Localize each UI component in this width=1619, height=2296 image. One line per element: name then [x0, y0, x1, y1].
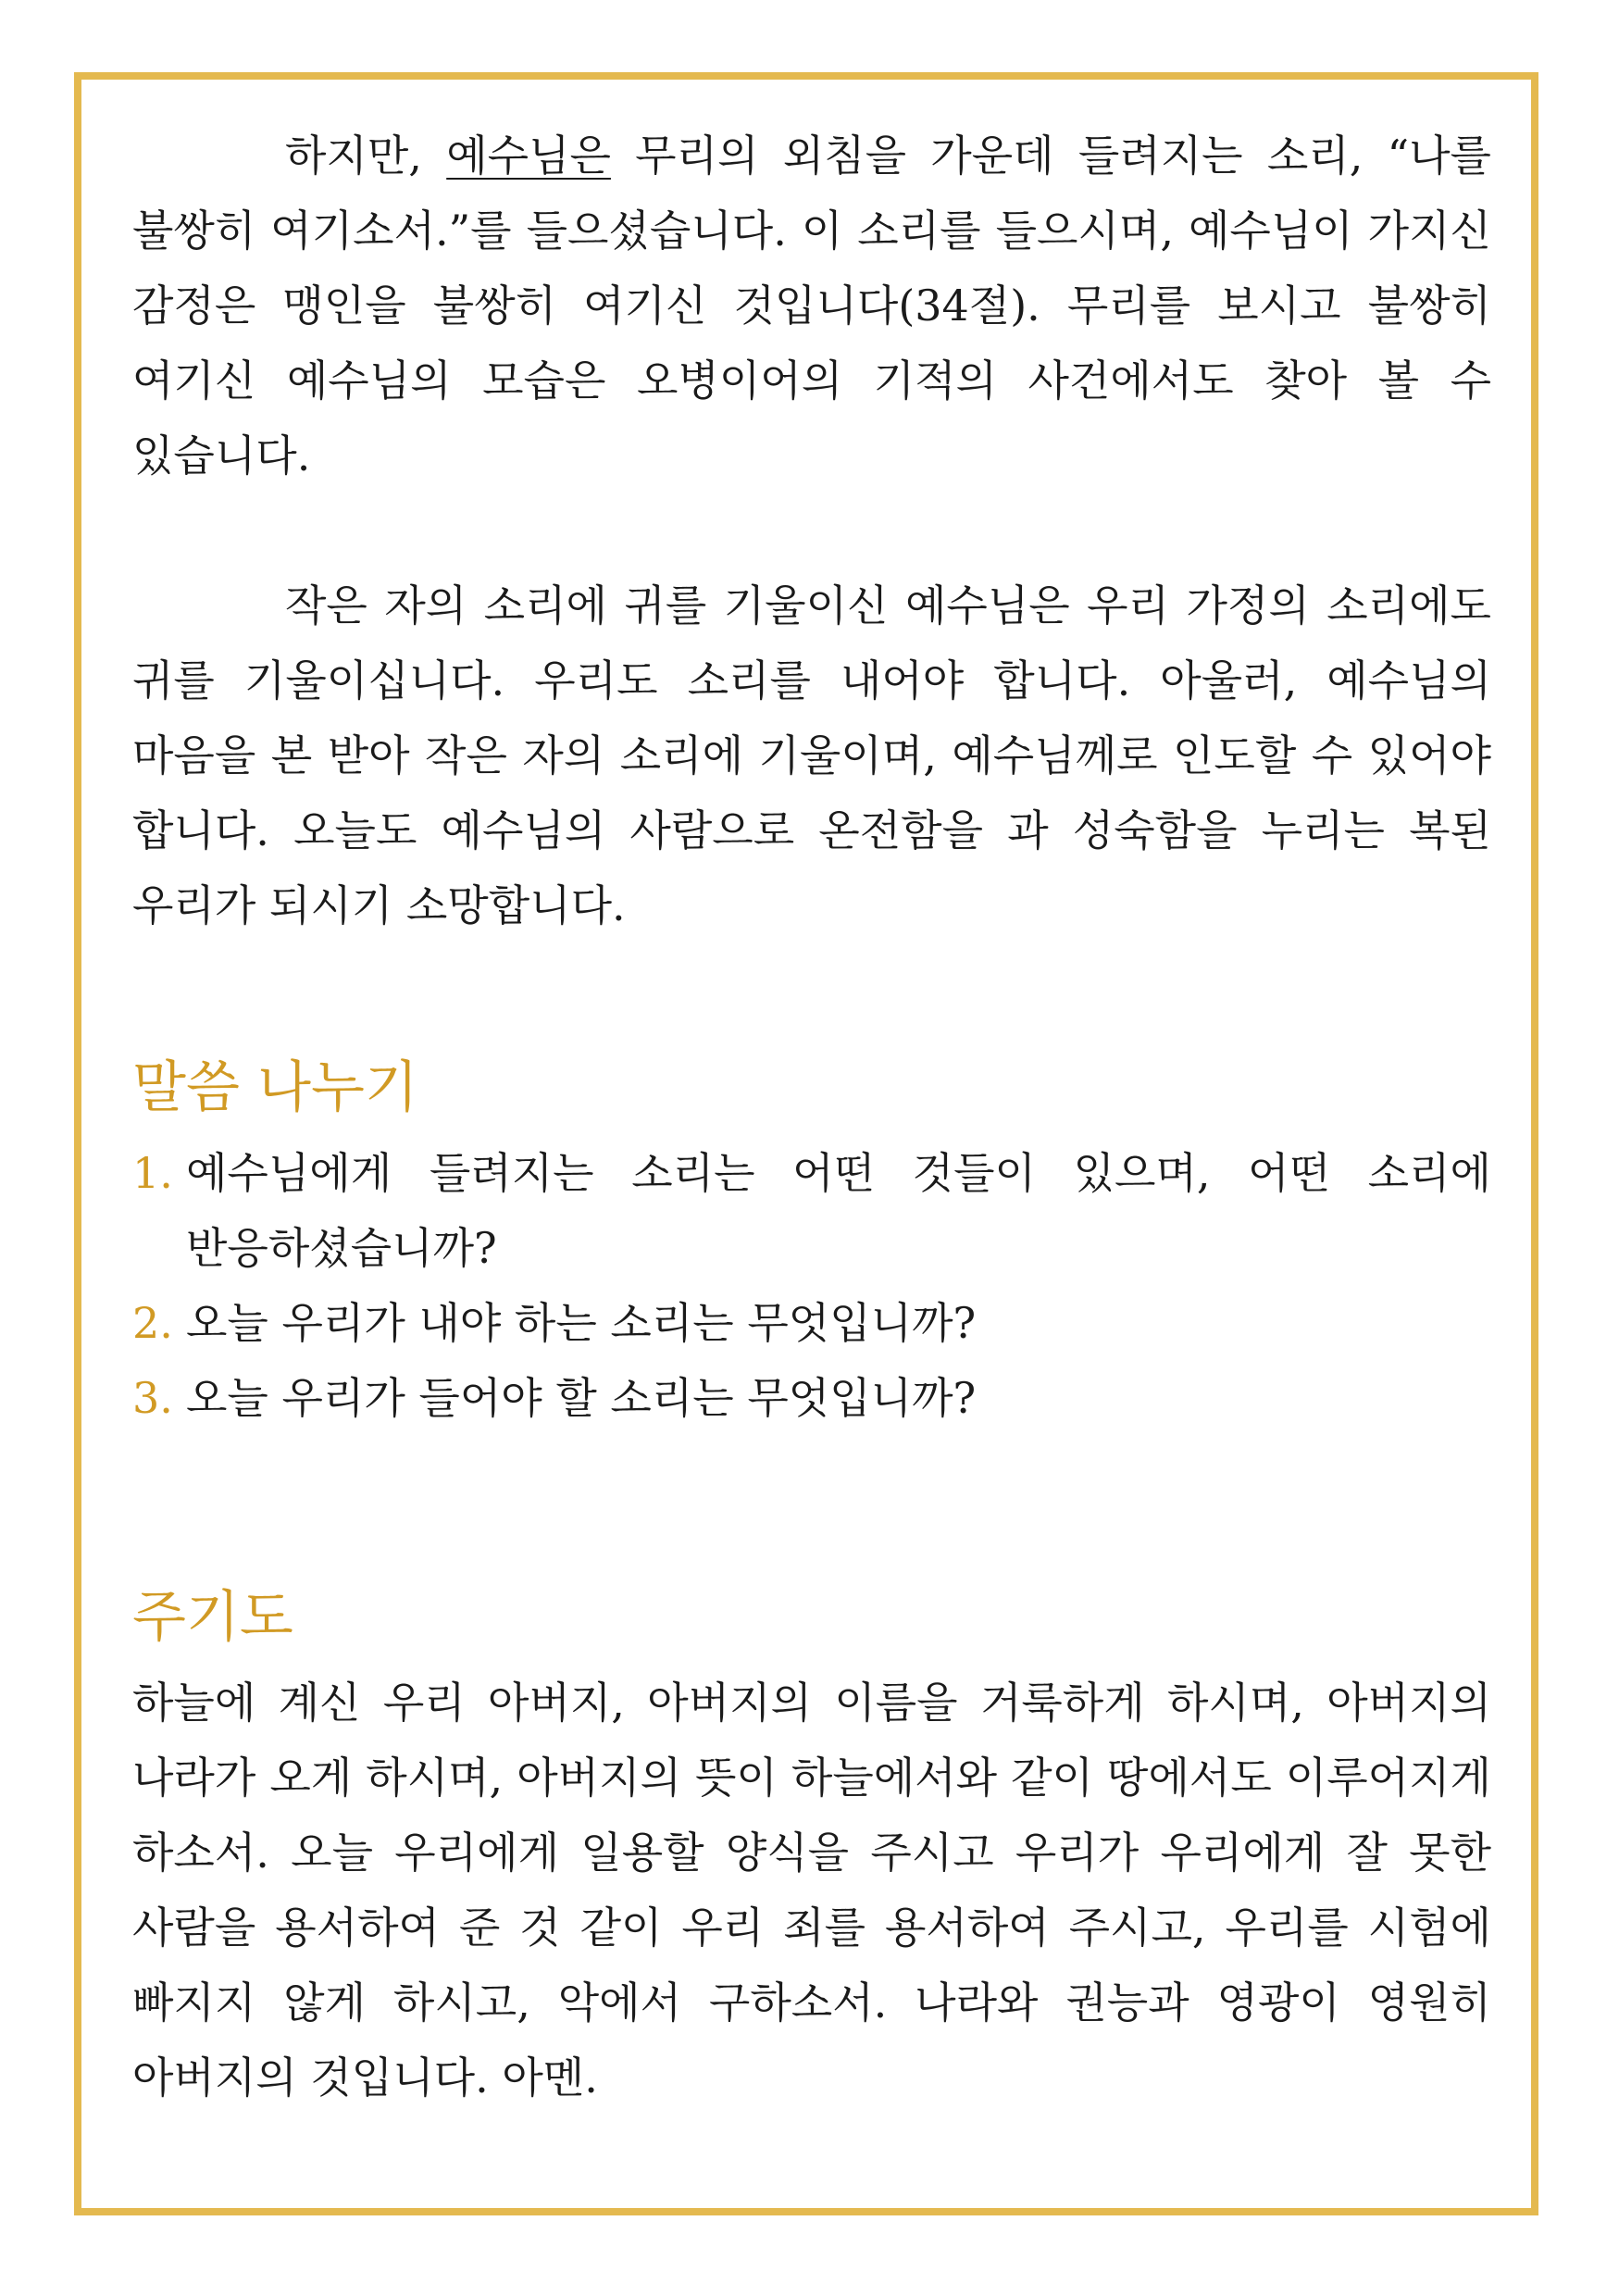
question-text: 오늘 우리가 들어야 할 소리는 무엇입니까?	[186, 1373, 977, 1423]
question-item	[132, 1136, 1491, 1286]
body-paragraph-2: 작은 자의 소리에 귀를 기울이신 예수님은 우리 가정의 소리에도 귀를 기울이십니다. 우리도 소리를 내어야 합니다. 아울러, 예수님의 마음을 본 받아 작은 자의 소리에 기울이며, 예수님께로 인도할 수 있어야 합니다. 오늘도 예수님의 사람으로 온전함을 과 성숙함을 누리는 복된 우리가 되시기 소망합니다.	[132, 580, 1491, 930]
lords-prayer-text: 하늘에 계신 우리 아버지, 아버지의 이름을 거룩하게 하시며, 아버지의 나라가 오게 하시며, 아버지의 뜻이 하늘에서와 같이 땅에서도 이루어지게 하소서. 오늘 우리에게 일용할 양식을 주시고 우리가 우리에게 잘 못한 사람을 용서하여 준 것 같이 우리 죄를 용서하여 주시고, 우리를 시험에 빠지지 않게 하시고, 악에서 구하소서. 나라와 권능과 영광이 영원히 아버지의 것입니다. 아멘.	[132, 1678, 1491, 2103]
prayer-heading: 주기도	[132, 1585, 293, 1650]
sharing-heading: 말씀 나누기	[132, 1055, 418, 1120]
paragraph-1-intro: 하지만,	[285, 131, 447, 181]
question-item	[132, 1361, 1491, 1436]
sharing-question-list	[132, 1136, 1491, 1436]
question-text: 오늘 우리가 내야 하는 소리는 무엇입니까?	[186, 1298, 977, 1348]
question-text: 예수님에게 들려지는 소리는 어떤 것들이 있으며, 어떤 소리에 반응하셨습니까?	[186, 1148, 1491, 1273]
section-spacer	[132, 1436, 1491, 1577]
question-number: 3.	[132, 1373, 173, 1423]
underlined-jesus: 예수님은	[446, 131, 611, 181]
body-paragraph-1	[132, 119, 1491, 493]
section-spacer	[132, 943, 1491, 1047]
paragraph-1-rest: 무리의 외침을 가운데 들려지는 소리, “나를 불쌍히 여기소서.”를 들으셨습니다. 이 소리를 들으시며, 예수님이 가지신 감정은 맹인을 불쌍히 여기신 것입니다(34절). 무리를 보시고 불쌍히 여기신 예수님의 모습은 오병이어의 기적의 사건에서도 찾아 볼 수 있습니다.	[132, 131, 1491, 480]
paragraph-spacer	[132, 493, 1491, 568]
question-number: 2.	[132, 1298, 173, 1348]
question-item	[132, 1286, 1491, 1361]
document-content	[132, 119, 1491, 2115]
question-number: 1.	[132, 1148, 173, 1198]
